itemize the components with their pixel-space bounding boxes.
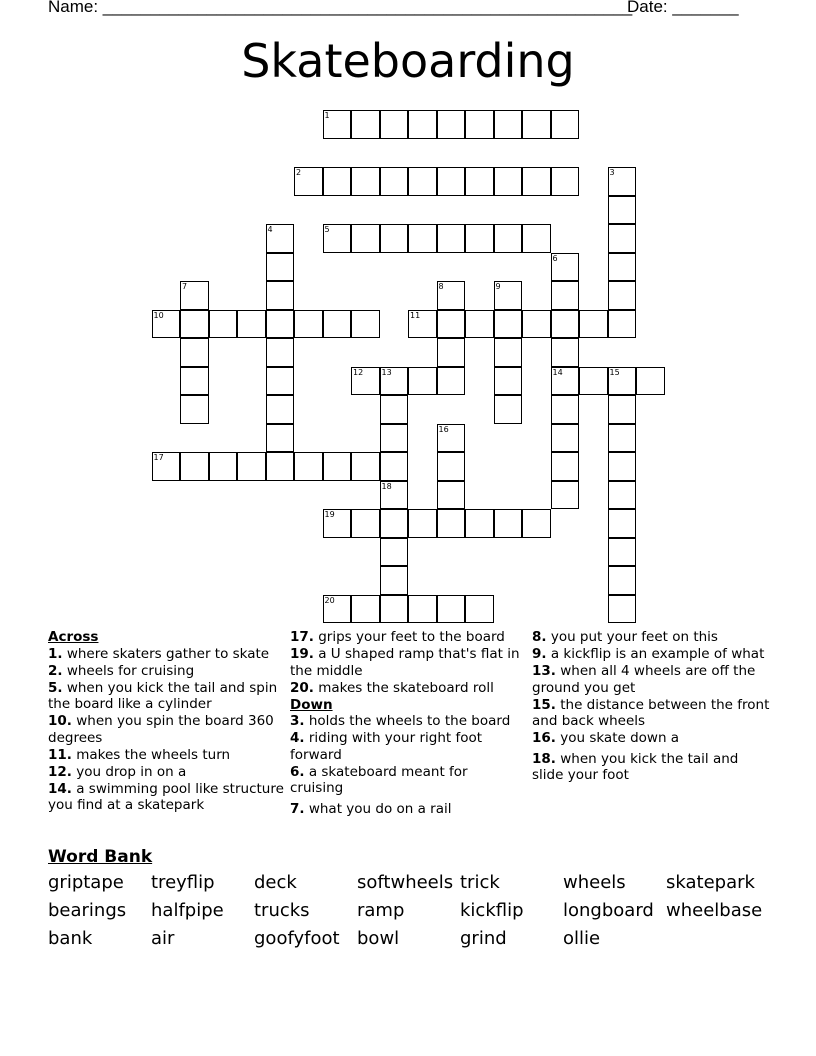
clues-column-2 [290,629,525,818]
clues-column-1 [48,629,288,814]
grid-cell[interactable] [351,452,380,481]
grid-cell[interactable] [494,167,523,196]
clue-across-11: 11. makes the wheels turn [48,746,231,763]
grid-cell[interactable] [209,310,238,339]
grid-cell[interactable] [323,595,352,624]
grid-cell[interactable] [494,509,523,538]
grid-cell[interactable] [608,481,637,510]
word-bank-word: wheels [563,872,626,893]
cell-number: 5 [324,225,330,234]
grid-cell[interactable] [380,110,409,139]
grid-cell[interactable] [266,310,295,339]
grid-cell[interactable] [494,395,523,424]
grid-cell[interactable] [408,224,437,253]
word-bank-word: bearings [48,900,127,921]
date-field-label[interactable]: Date: _______ [627,0,739,16]
word-bank-word: grind [460,928,507,949]
clue-across-1: 1. where skaters gather to skate [48,645,270,662]
grid-cell[interactable] [351,167,380,196]
word-bank-word: trucks [254,900,310,921]
word-bank-word: griptape [48,872,124,893]
grid-cell[interactable] [323,452,352,481]
grid-cell[interactable] [551,167,580,196]
grid-cell[interactable] [551,310,580,339]
cell-number: 2 [296,168,302,177]
word-bank-word: ramp [357,900,405,921]
cell-number: 3 [609,168,615,177]
grid-cell[interactable] [266,253,295,282]
clue-down-15: 15. the distance between the front and back wheels [532,696,770,729]
grid-cell[interactable] [380,395,409,424]
grid-cell[interactable] [351,595,380,624]
grid-cell[interactable] [465,167,494,196]
grid-cell[interactable] [437,110,466,139]
grid-cell[interactable] [551,395,580,424]
grid-cell[interactable] [636,367,665,396]
grid-cell[interactable] [380,224,409,253]
grid-cell[interactable] [180,338,209,367]
grid-cell[interactable] [608,367,637,396]
name-field-label[interactable]: Name: ________________________________________________________ [48,0,633,16]
clues-column-3 [532,629,772,784]
clue-across-10: 10. when you spin the board 360 degrees [48,713,274,746]
grid-cell[interactable] [551,110,580,139]
clue-down-8: 8. you put your feet on this [532,629,718,645]
grid-cell[interactable] [579,310,608,339]
grid-cell[interactable] [608,224,637,253]
grid-cell[interactable] [522,110,551,139]
grid-cell[interactable] [380,481,409,510]
grid-cell[interactable] [152,452,181,481]
grid-cell[interactable] [522,167,551,196]
cell-number: 14 [552,367,563,377]
cell-number: 1 [324,111,330,120]
grid-cell[interactable] [380,538,409,567]
clue-across-2: 2. wheels for cruising [48,662,195,679]
clue-down-7: 7. what you do on a rail [290,800,452,817]
grid-cell[interactable] [522,509,551,538]
cell-number: 19 [324,510,335,519]
grid-cell[interactable] [180,281,209,310]
grid-cell[interactable] [551,424,580,453]
grid-cell[interactable] [437,424,466,453]
grid-cell[interactable] [579,367,608,396]
cell-number: 8 [438,282,444,291]
grid-cell[interactable] [323,110,352,139]
clue-across-14: 14. a swimming pool like structure you find at a skatepark [48,780,284,813]
clue-across-5: 5. when you kick the tail and spin the board like a cylinder [48,679,278,712]
page-title: Skateboarding [241,34,575,88]
grid-cell[interactable] [266,281,295,310]
grid-cell[interactable] [380,367,409,396]
cell-number: 6 [552,253,558,263]
grid-cell[interactable] [294,167,323,196]
clue-across-19: 19. a U shaped ramp that's flat in the middle [290,646,520,679]
grid-cell[interactable] [608,509,637,538]
grid-cell[interactable] [494,367,523,396]
grid-cell[interactable] [209,452,238,481]
grid-cell[interactable] [437,310,466,339]
cell-number: 10 [153,310,164,320]
cell-number: 12 [353,367,364,377]
cell-number: 17 [153,453,164,462]
cell-number: 15 [609,367,620,377]
grid-cell[interactable] [180,395,209,424]
grid-cell[interactable] [494,310,523,339]
grid-cell[interactable] [608,167,637,196]
word-bank-word: trick [460,872,500,893]
grid-cell[interactable] [323,310,352,339]
word-bank-word: longboard [563,900,654,921]
grid-cell[interactable] [437,452,466,481]
grid-cell[interactable] [380,509,409,538]
grid-cell[interactable] [608,452,637,481]
clue-down-4: 4. riding with your right foot forward [290,730,483,763]
grid-cell[interactable] [465,595,494,624]
word-bank-word: bowl [357,928,400,949]
grid-cell[interactable] [551,281,580,310]
grid-cell[interactable] [608,566,637,595]
clue-down-13: 13. when all 4 wheels are off the ground you get [532,663,756,696]
word-bank [48,872,788,949]
grid-cell[interactable] [266,395,295,424]
grid-cell[interactable] [608,281,637,310]
word-bank-word: halfpipe [151,900,224,921]
grid-cell[interactable] [380,452,409,481]
cell-number: 7 [182,282,188,291]
clue-across-20: 20. makes the skateboard roll [290,679,494,696]
grid-cell[interactable] [323,224,352,253]
grid-cell[interactable] [551,338,580,367]
word-bank-word: treyflip [151,872,215,893]
grid-cell[interactable] [180,452,209,481]
grid-cell[interactable] [380,595,409,624]
across-heading: Across [48,629,99,645]
cell-number: 4 [267,225,273,234]
word-bank-word: skatepark [666,872,755,893]
grid-cell[interactable] [608,253,637,282]
grid-cell[interactable] [608,538,637,567]
grid-cell[interactable] [380,566,409,595]
grid-cell[interactable] [465,110,494,139]
grid-cell[interactable] [380,424,409,453]
grid-cell[interactable] [465,509,494,538]
grid-cell[interactable] [152,310,181,339]
grid-cell[interactable] [180,367,209,396]
grid-cell[interactable] [351,367,380,396]
grid-cell[interactable] [266,452,295,481]
grid-cell[interactable] [494,338,523,367]
clue-down-16: 16. you skate down a [532,730,680,746]
word-bank-word: goofyfoot [254,928,340,949]
grid-cell[interactable] [351,224,380,253]
grid-cell[interactable] [465,310,494,339]
cell-number: 11 [410,310,421,320]
grid-cell[interactable] [351,509,380,538]
grid-cell[interactable] [465,224,494,253]
grid-cell[interactable] [437,595,466,624]
grid-cell[interactable] [408,110,437,139]
grid-cell[interactable] [437,481,466,510]
grid-cell[interactable] [608,196,637,225]
grid-cell[interactable] [522,224,551,253]
grid-cell[interactable] [408,167,437,196]
word-bank-title: Word Bank [48,847,153,867]
grid-cell[interactable] [408,595,437,624]
grid-cell[interactable] [608,310,637,339]
grid-cell[interactable] [351,310,380,339]
grid-cell[interactable] [323,509,352,538]
grid-cell[interactable] [380,167,409,196]
grid-cell[interactable] [522,310,551,339]
cell-number: 13 [381,367,392,377]
grid-cell[interactable] [494,110,523,139]
clue-across-17: 17. grips your feet to the board [290,629,505,645]
word-bank-word: kickflip [460,900,524,921]
cell-number: 18 [381,481,392,491]
grid-cell[interactable] [237,310,266,339]
grid-cell[interactable] [323,167,352,196]
grid-cell[interactable] [266,424,295,453]
word-bank-word: air [151,928,175,949]
grid-cell[interactable] [437,224,466,253]
clue-down-3: 3. holds the wheels to the board [290,713,511,729]
clue-down-18: 18. when you kick the tail and slide your foot [532,750,739,783]
grid-cell[interactable] [437,167,466,196]
grid-cell[interactable] [266,338,295,367]
grid-cell[interactable] [551,452,580,481]
down-heading: Down [290,696,333,713]
cell-number: 16 [438,424,449,434]
grid-cell[interactable] [294,452,323,481]
grid-cell[interactable] [494,281,523,310]
grid-cell[interactable] [608,595,637,624]
grid-cell[interactable] [437,509,466,538]
cell-number: 9 [495,282,501,291]
grid-cell[interactable] [437,367,466,396]
grid-cell[interactable] [294,310,323,339]
grid-cell[interactable] [408,509,437,538]
grid-cell[interactable] [608,424,637,453]
clue-down-9: 9. a kickflip is an example of what [532,646,765,662]
word-bank-word: softwheels [357,872,454,893]
cell-number: 20 [324,595,335,605]
grid-cell[interactable] [437,338,466,367]
grid-cell[interactable] [237,452,266,481]
word-bank-word: deck [254,872,297,893]
grid-cell[interactable] [266,367,295,396]
grid-cell[interactable] [180,310,209,339]
word-bank-word: wheelbase [666,900,763,921]
grid-cell[interactable] [551,253,580,282]
grid-cell[interactable] [437,281,466,310]
grid-cell[interactable] [351,110,380,139]
grid-cell[interactable] [608,395,637,424]
grid-cell[interactable] [551,481,580,510]
grid-cell[interactable] [408,367,437,396]
word-bank-word: ollie [563,928,601,949]
clue-across-12: 12. you drop in on a [48,763,187,780]
grid-cell[interactable] [408,310,437,339]
grid-cell[interactable] [551,367,580,396]
clue-down-6: 6. a skateboard meant for cruising [290,763,468,796]
word-bank-word: bank [48,928,93,949]
grid-cell[interactable] [266,224,295,253]
grid-cell[interactable] [494,224,523,253]
